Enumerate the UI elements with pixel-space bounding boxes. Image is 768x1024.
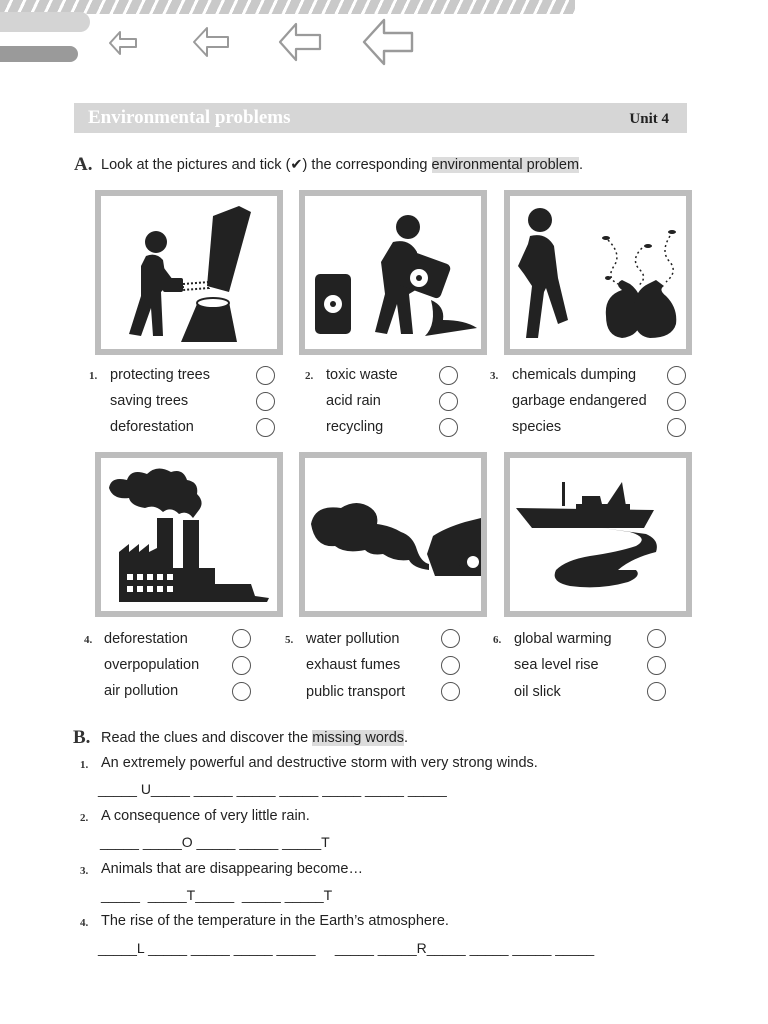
left-arrow-icon <box>362 18 414 66</box>
option-label: global warming <box>514 631 612 647</box>
answer-blanks[interactable]: _____ _____O _____ _____ _____T <box>100 834 330 850</box>
arrow-decoration-row <box>0 0 768 80</box>
option-label: oil slick <box>514 684 561 700</box>
clue-text: Animals that are disappearing become… <box>101 861 363 877</box>
option-label: deforestation <box>104 631 188 647</box>
instruction-highlight: environmental problem <box>431 157 580 173</box>
question-number: 3. <box>490 370 499 382</box>
question-number: 4. <box>84 634 93 646</box>
option-label: public transport <box>306 684 406 700</box>
answer-checkbox[interactable] <box>667 392 686 411</box>
unit-label: Unit 4 <box>629 111 669 127</box>
question-number: 6. <box>493 634 502 646</box>
clue-number: 3. <box>80 865 89 877</box>
picture-toxic-barrel <box>299 190 487 355</box>
instruction-end: . <box>579 157 584 173</box>
toxic-barrel-illustration <box>305 196 481 349</box>
answer-checkbox[interactable] <box>232 656 251 675</box>
answer-checkbox[interactable] <box>232 682 251 701</box>
picture-oil-spill <box>504 452 692 617</box>
clue-number: 2. <box>80 812 89 824</box>
question-number: 1. <box>89 370 98 382</box>
factory-illustration <box>101 458 277 611</box>
sawing-tree-illustration <box>101 196 277 349</box>
option-label: sea level rise <box>514 657 599 673</box>
clue-number: 1. <box>80 759 89 771</box>
answer-checkbox[interactable] <box>647 682 666 701</box>
garbage-illustration <box>510 196 686 349</box>
option-label: protecting trees <box>110 367 210 383</box>
answer-checkbox[interactable] <box>667 418 686 437</box>
option-label: recycling <box>326 419 384 435</box>
section-a-instruction <box>101 157 583 173</box>
answer-checkbox[interactable] <box>441 629 460 648</box>
option-label: chemicals dumping <box>512 367 637 383</box>
answer-checkbox[interactable] <box>667 366 686 385</box>
option-label: water pollution <box>306 631 400 647</box>
answer-checkbox[interactable] <box>232 629 251 648</box>
section-a-heading <box>74 154 92 176</box>
instruction-highlight: missing words <box>312 730 405 746</box>
answer-checkbox[interactable] <box>441 682 460 701</box>
unit-header <box>74 103 687 133</box>
option-label: air pollution <box>104 683 179 699</box>
answer-checkbox[interactable] <box>647 656 666 675</box>
answer-checkbox[interactable] <box>439 392 458 411</box>
answer-blanks[interactable]: _____ U_____ _____ _____ _____ _____ _____ _____ <box>98 781 447 797</box>
instruction-text: Read the clues and discover the <box>101 730 313 746</box>
answer-blanks[interactable]: _____ _____T_____ _____ _____T <box>101 887 333 903</box>
page-title: Environmental problems <box>88 107 291 128</box>
question-number: 5. <box>285 634 294 646</box>
answer-checkbox[interactable] <box>439 366 458 385</box>
clue-number: 4. <box>80 917 89 929</box>
clue-text: An extremely powerful and destructive storm with very strong winds. <box>101 755 538 771</box>
section-b-heading <box>73 727 90 749</box>
answer-checkbox[interactable] <box>256 392 275 411</box>
option-label: acid rain <box>326 393 381 409</box>
answer-blanks[interactable]: _____L _____ _____ _____ _____ _____ _____R_____ _____ _____ _____ <box>98 940 595 956</box>
question-number: 2. <box>305 370 314 382</box>
answer-checkbox[interactable] <box>256 366 275 385</box>
oil-spill-illustration <box>510 458 686 611</box>
option-label: species <box>512 419 562 435</box>
instruction-text: Look at the pictures and tick (✔) the corresponding <box>101 157 432 173</box>
left-arrow-icon <box>108 30 138 56</box>
picture-sawing-tree <box>95 190 283 355</box>
option-label: garbage endangered <box>512 393 647 409</box>
section-b-instruction <box>101 730 408 746</box>
left-arrow-icon <box>278 22 322 62</box>
option-label: overpopulation <box>104 657 200 673</box>
picture-factory <box>95 452 283 617</box>
answer-checkbox[interactable] <box>439 418 458 437</box>
clue-text: The rise of the temperature in the Earth’s atmosphere. <box>101 913 449 929</box>
instruction-end: . <box>404 730 409 746</box>
clue-text: A consequence of very little rain. <box>101 808 310 824</box>
answer-checkbox[interactable] <box>647 629 666 648</box>
option-label: deforestation <box>110 419 194 435</box>
picture-garbage <box>504 190 692 355</box>
answer-checkbox[interactable] <box>441 656 460 675</box>
option-label: exhaust fumes <box>306 657 401 673</box>
section-a-letter: A. <box>74 154 93 175</box>
answer-checkbox[interactable] <box>256 418 275 437</box>
picture-car-exhaust <box>299 452 487 617</box>
left-arrow-icon <box>192 26 230 58</box>
car-exhaust-illustration <box>305 458 481 611</box>
option-label: saving trees <box>110 393 189 409</box>
option-label: toxic waste <box>326 367 398 383</box>
section-b-letter: B. <box>73 727 91 748</box>
